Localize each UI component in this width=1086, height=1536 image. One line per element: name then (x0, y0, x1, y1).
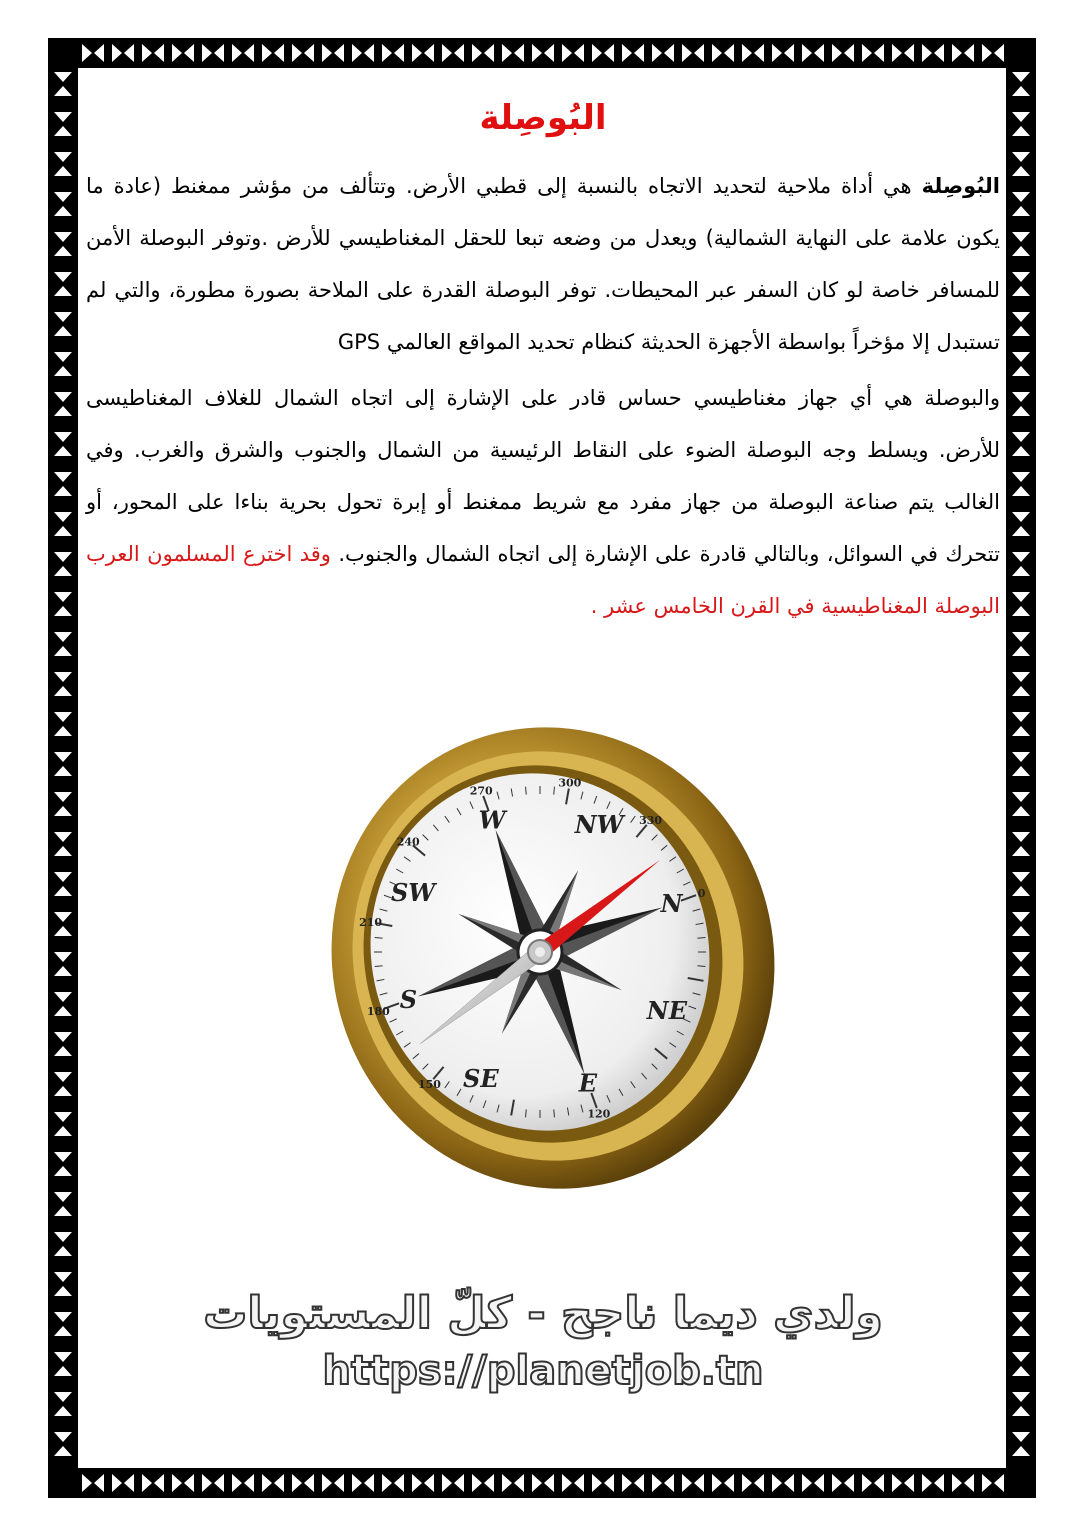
border-right (1006, 38, 1036, 1498)
compass-cardinal-label: N (660, 889, 683, 919)
compass-degree-label: 270 (469, 784, 493, 798)
compass-degree-label: 180 (366, 1004, 390, 1018)
article (86, 90, 1000, 632)
compass-cardinal-label: SE (463, 1063, 499, 1093)
compass-cardinal-label: SW (390, 877, 436, 907)
footer-arabic: ولدي ديما ناجح - كلّ المستويات (203, 1288, 883, 1339)
page-title: البُوصِلة (479, 98, 607, 138)
compass-cardinal-label: S (399, 984, 418, 1014)
border-left (48, 38, 78, 1498)
paragraph-1-lead: البُوصِلة (921, 174, 1000, 198)
compass-icon (318, 718, 788, 1198)
compass-cardinal-label: E (578, 1068, 598, 1098)
compass-degree-label: 150 (417, 1077, 441, 1091)
paragraph-2-body: والبوصلة هي أي جهاز مغناطيسي حساس قادر على الإشارة إلى اتجاه الشمال للغلاف المغناطيسى للأرض. ويسلط وجه البوصلة الضوء على النقاط الرئيسية من الشمال والجنوب والشرق والغرب. وفي الغالب يتم صناعة البوصلة من جهاز مفرد مع شريط ممغنط أو إبرة تحول بحرية بناءا على المحور، أو تتحرك في السوائل، وبالتالي قادرة على الإشارة إلى اتجاه الشمال والجنوب. (86, 386, 1000, 566)
compass-illustration (318, 718, 788, 1198)
paragraph-2-red-text: وقد اخترع المسلمون العرب البوصلة المغناطيسية في القرن الخامس عشر . (86, 542, 1000, 618)
compass-degree-label: 240 (396, 835, 420, 849)
compass-cardinal-label: NE (646, 996, 688, 1026)
paragraph-1-body: هي أداة ملاحية لتحديد الاتجاه بالنسبة إلى قطبي الأرض. وتتألف من مؤشر ممغنط (عادة ما يكون علامة على النهاية الشمالية) ويعدل من وضعه تبعا للحقل المغناطيسي للأرض .وتوفر البوصلة الأمن للمسافر خاصة لو كان السفر عبر المحيطات. توفر البوصلة القدرة على الملاحة بصورة مطورة، والتي لم تستبدل إلا مؤخراً بواسطة الأجهزة الحديثة كنظام تحديد المواقع العالمي GPS (86, 174, 1000, 354)
compass-degree-label: 0 (697, 887, 706, 901)
compass-degree-label: 120 (587, 1107, 611, 1121)
compass-degree-label: 330 (639, 814, 663, 828)
border-bottom (48, 1468, 1036, 1498)
compass-cardinal-label: W (478, 805, 506, 835)
border-top (48, 38, 1036, 68)
compass-cardinal-label: NW (574, 810, 624, 840)
footer-url[interactable]: https://planetjob.tn (322, 1348, 764, 1394)
compass-degree-label: 210 (359, 916, 383, 930)
paragraph-2 (86, 372, 1000, 632)
compass-degree-label: 300 (558, 776, 582, 790)
paragraph-1 (86, 160, 1000, 368)
